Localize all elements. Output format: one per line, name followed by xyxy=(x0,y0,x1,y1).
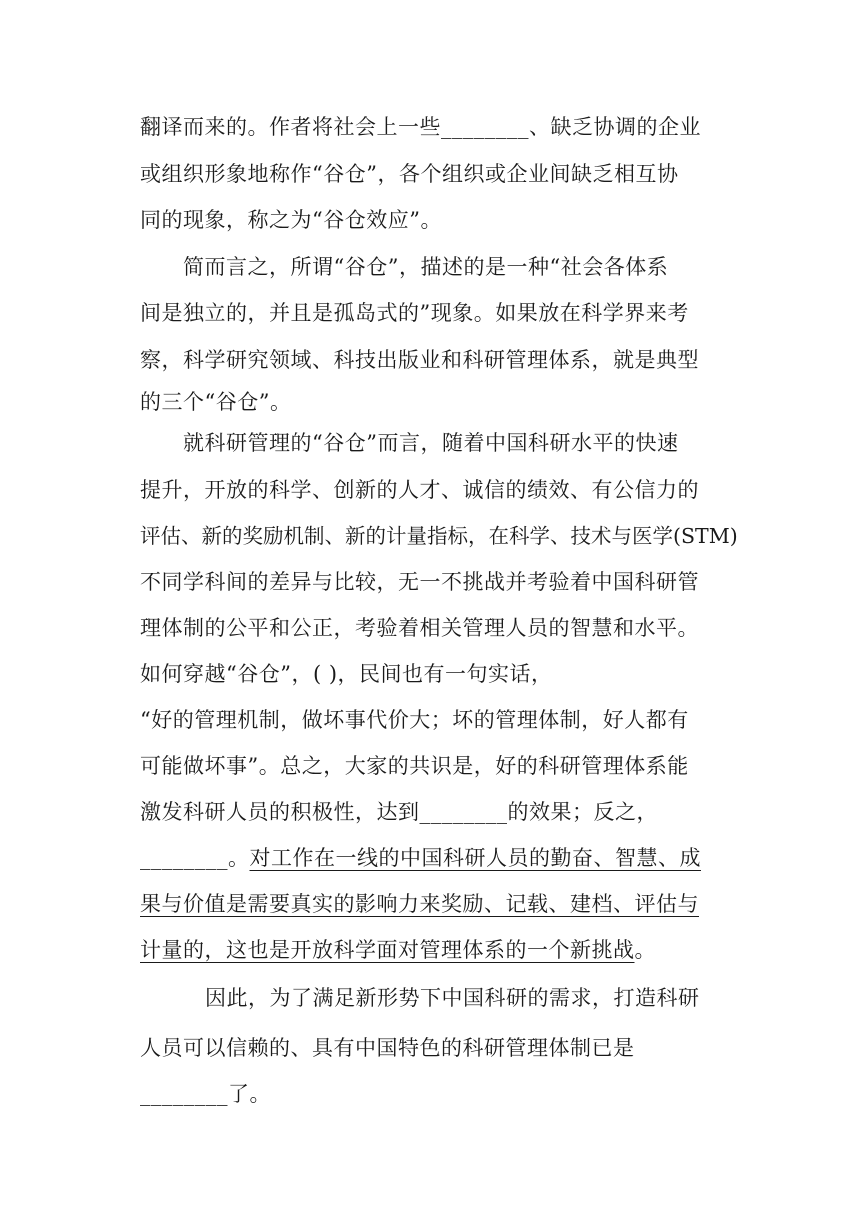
paragraph-line: 翻译而来的。作者将社会上一些________、缺乏协调的企业 xyxy=(140,115,701,139)
paragraph-line: 理体制的公平和公正，考验着相关管理人员的智慧和水平。 xyxy=(140,616,699,640)
paragraph-line: 察，科学研究领域、科技出版业和科研管理体系，就是典型 xyxy=(140,348,699,372)
underlined-sentence-line: 果与价值是需要真实的影响力来奖励、记载、建档、评估与 xyxy=(140,892,699,916)
paragraph-line: 就科研管理的“谷仓”而言，随着中国科研水平的快速 xyxy=(183,431,679,455)
paragraph-line-mixed xyxy=(140,835,740,881)
underlined-sentence: 计量的，这也是开放科学面对管理体系的一个新挑战 xyxy=(140,938,635,962)
paragraph-line: 人员可以信赖的、具有中国特色的科研管理体制已是 xyxy=(140,1036,635,1060)
paragraph-line: 如何穿越“谷仓”，( )，民间也有一句实话， xyxy=(140,662,553,686)
paragraph-line: 不同学科间的差异与比较，无一不挑战并考验着中国科研管 xyxy=(140,570,699,594)
paragraph-line: 或组织形象地称作“谷仓”，各个组织或企业间缺乏相互协 xyxy=(140,162,679,186)
paragraph-line: 简而言之，所谓“谷仓”，描述的是一种“社会各体系 xyxy=(183,255,669,279)
period-text: 。 xyxy=(634,938,656,962)
paragraph-line: 评估、新的奖励机制、新的计量指标，在科学、技术与医学(STM) xyxy=(140,524,738,548)
paragraph-line: 间是独立的，并且是孤岛式的”现象。如果放在科学界来考 xyxy=(140,301,689,325)
paragraph-line-mixed xyxy=(140,927,740,973)
paragraph-line: 提升，开放的科学、创新的人才、诚信的绩效、有公信力的 xyxy=(140,478,699,502)
paragraph-line: “好的管理机制，做坏事代价大；坏的管理体制，好人都有 xyxy=(140,708,689,732)
blank-text: ________。 xyxy=(140,846,250,870)
paragraph-line: ________了。 xyxy=(140,1082,271,1106)
paragraph-line: 的三个“谷仓”。 xyxy=(140,390,292,414)
paragraph-line: 同的现象，称之为“谷仓效应”。 xyxy=(140,208,442,232)
underlined-sentence: 对工作在一线的中国科研人员的勤奋、智慧、成 xyxy=(249,846,701,870)
paragraph-line: 激发科研人员的积极性，达到________的效果；反之， xyxy=(140,800,658,824)
paragraph-line: 可能做坏事”。总之，大家的共识是，好的科研管理体系能 xyxy=(140,754,689,778)
paragraph-line: 因此，为了满足新形势下中国科研的需求，打造科研 xyxy=(205,986,700,1010)
